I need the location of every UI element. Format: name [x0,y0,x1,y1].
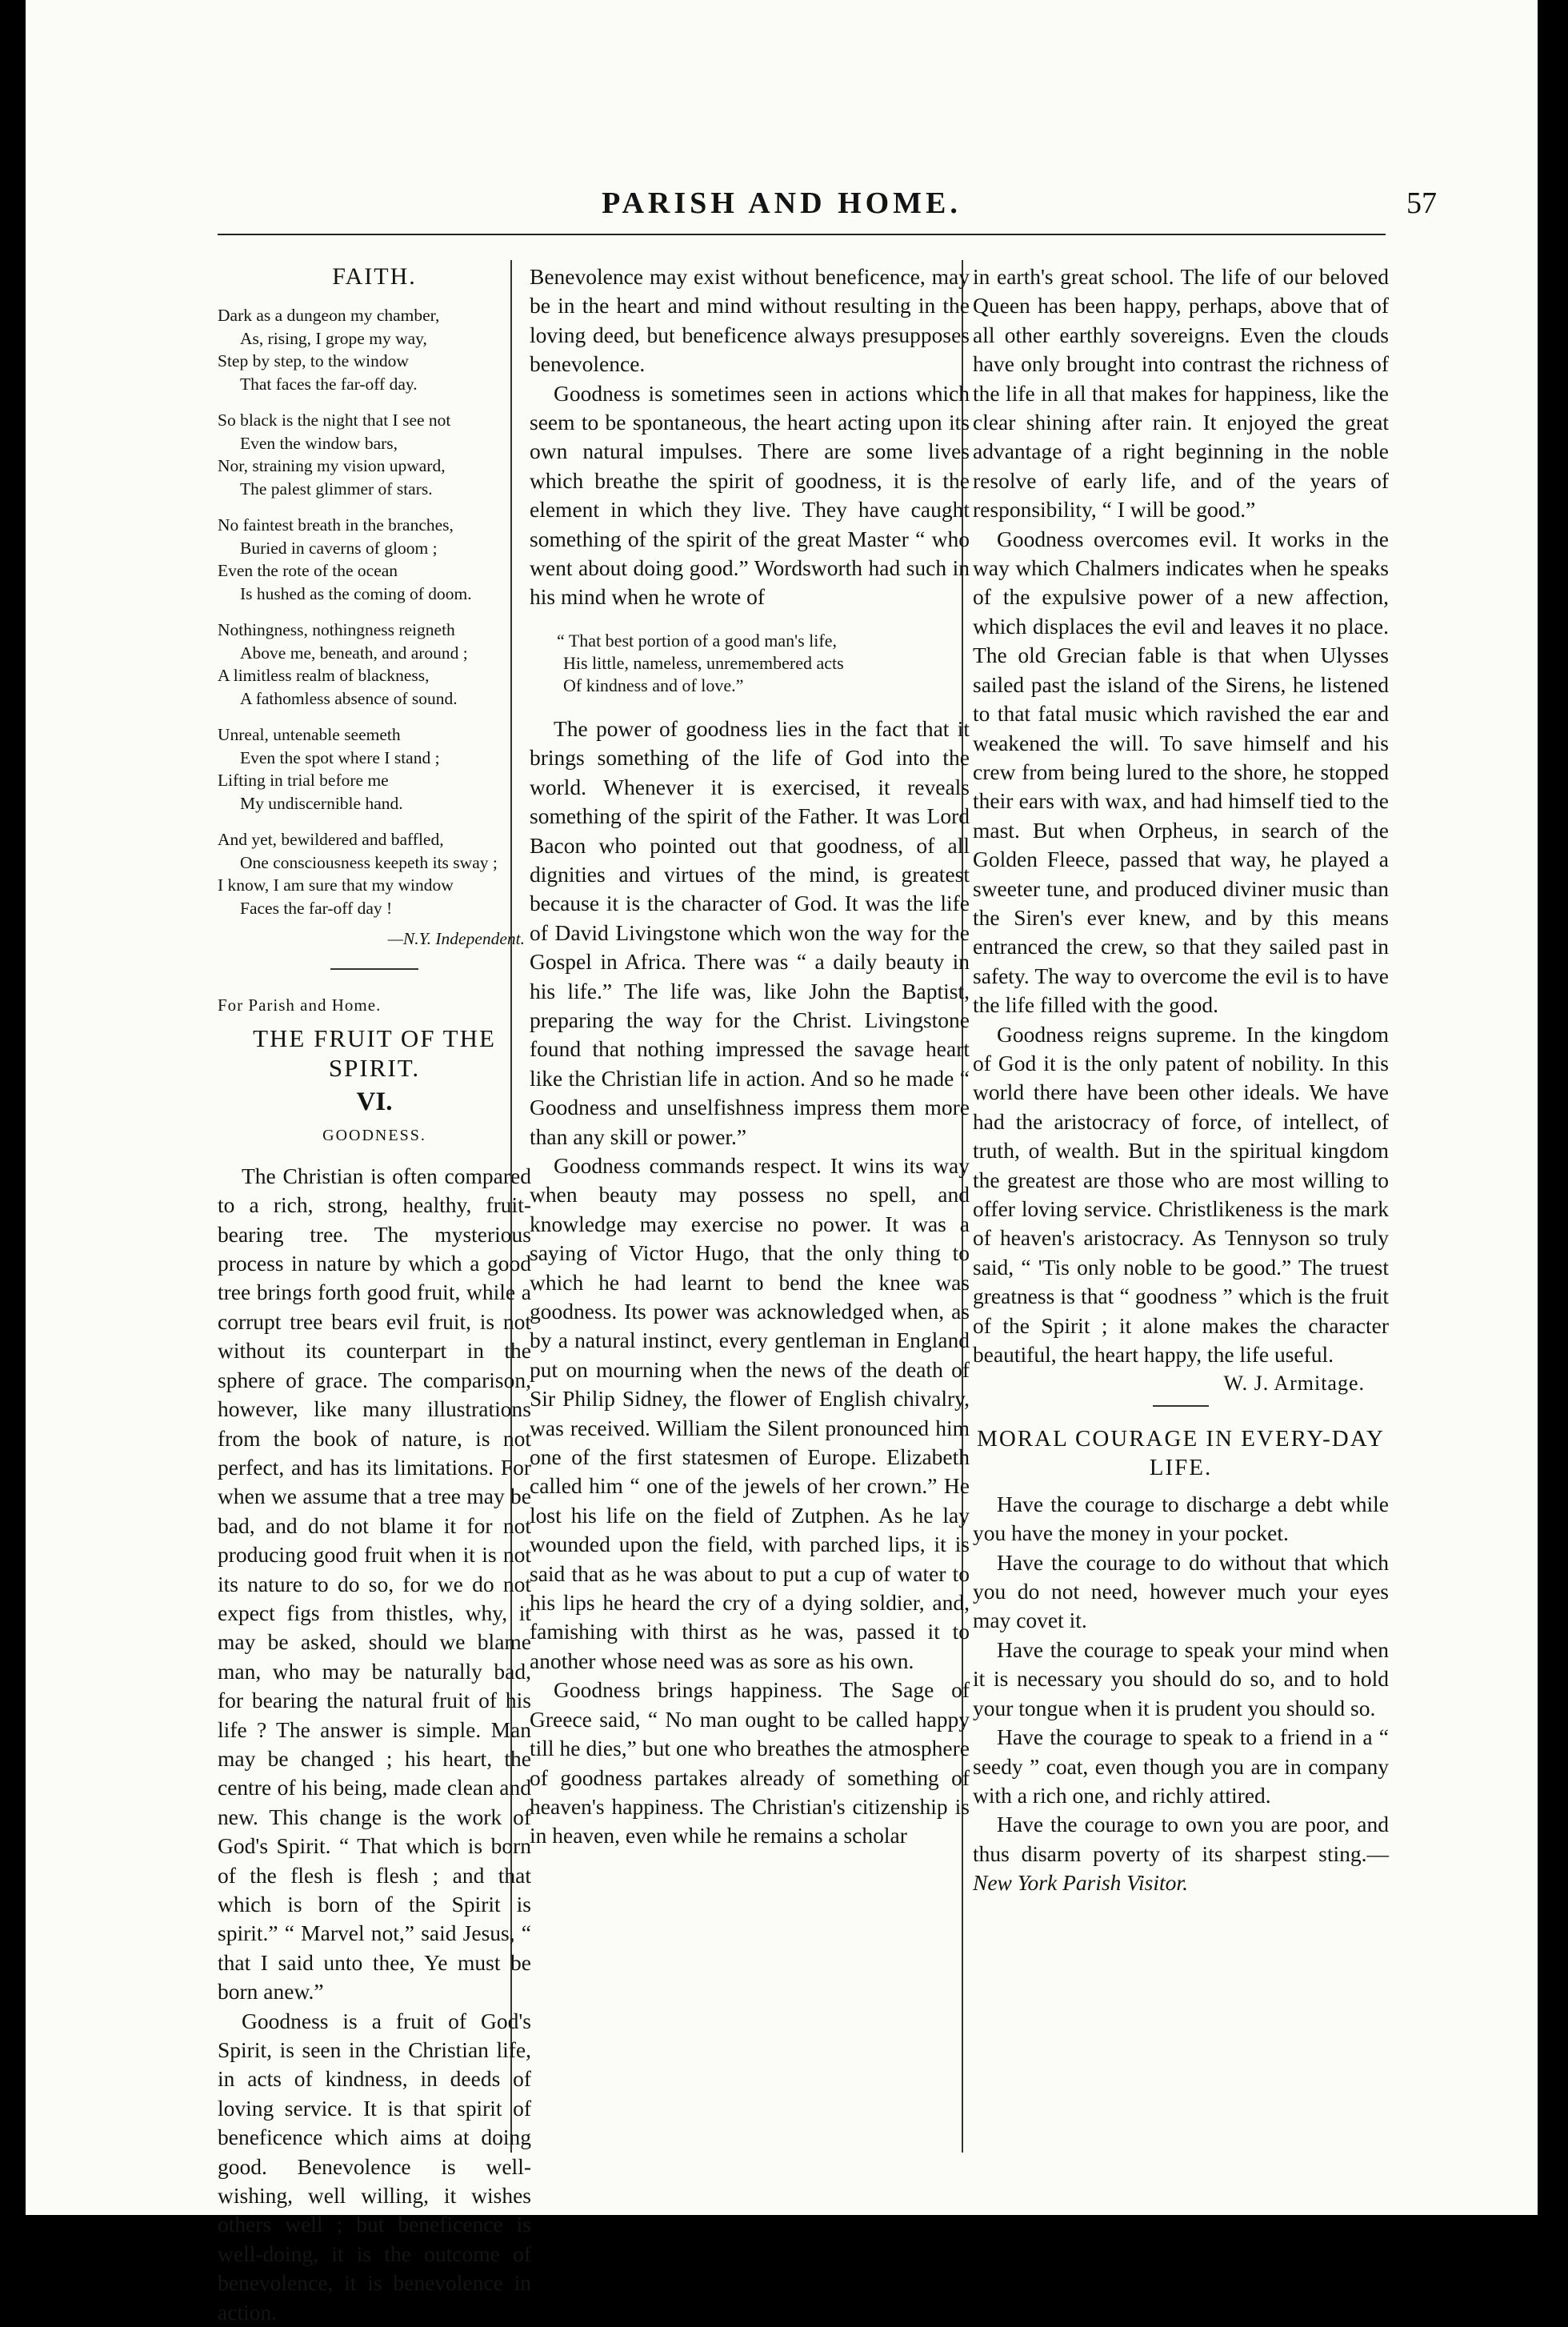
article-paragraph: Benevolence may exist without beneficence, may be in the heart and mind without resulting in the loving deed, but beneficence always presupposes benevolence. [530,264,970,377]
article-paragraph: The power of goodness lies in the fact that it brings something of the life of God into the world. Whenever it is exercised, it reveals something of the spirit of the Father. It was Lord Bacon who pointed out that goodness, of all dignities and virtues of the mind, is greatest because it is the character of God. It was the life of David Livingstone which won the way for the Gospel in Africa. There was “ a daily beauty in his life.” The life was, like John the Baptist, preparing the way for the Christ. Livingstone found that nothing impressed the savage heart like the Christian life in action. And so he made “ Goodness and unselfishness impress them more than any skill or power.” [530,715,970,1149]
poem-line: A fathomless absence of sound. [240,688,458,708]
poem-line: Is hushed as the coming of doom. [240,583,472,603]
column-1 [218,262,531,2325]
poem-line: Nor, straining my vision upward, [218,456,446,476]
poem-line: Even the spot where I stand ; [240,747,440,767]
section-divider [330,968,418,970]
poem-line: Dark as a dungeon my chamber, [218,306,440,326]
article-paragraph: The Christian is often compared to a rich, strong, healthy, fruit-bearing tree. The mysterious process in nature by which a good tree brings forth good fruit, while a corrupt tree bears evil fruit, is not without its counterpart in the sphere of grace. The comparison, however, like many illustrations from the book of nature, is not perfect, and has its limitations. For when we assume that a tree may be bad, and do not blame it for not producing good fruit when it is not its nature to do so, for we do not expect figs from thistles, why, it may be asked, should we blame man, who may be naturally bad, for bearing the natural fruit of his life ? The answer is simple. Man may be changed ; his heart, the centre of his being, made clean and new. This change is the work of God's Spirit. “ That which is born of the flesh is flesh ; and that which is born of the Spirit is spirit.” “ Marvel not,” said Jesus, “ that I said unto thee, Ye must be born anew.” [218,1163,531,2005]
article-paragraph: Goodness overcomes evil. It works in the way which Chalmers indicates when he speaks of the expulsive power of a new affection, which displaces the evil and leaves it no place. The old Grecian fable is that when Ulysses sailed past the island of the Sirens, he listened to that fatal music which ravished the ear and weakened the will. To save himself and his crew from being lured to the shore, he stopped their ears with wax, and had himself tied to the mast. But when Orpheus, in search of the Golden Fleece, passed that way, he played a sweeter tune, and produced diviner music than the Siren's ever knew, and by this means entranced the crew, so that they sailed past in safety. The way to overcome the evil is to have the life filled with the good. [973,526,1389,1018]
poem-title: FAITH. [332,263,417,290]
page-header [26,186,1538,234]
column-3 [973,262,1389,2151]
poem-line: A limitless realm of blackness, [218,666,430,686]
poem-stanza [218,514,531,605]
poem-attribution: —N.Y. Independent. [387,929,525,949]
poem-line: No faintest breath in the branches, [218,515,454,535]
poem-line: Faces the far-off day ! [240,898,393,918]
poem-line: My undiscernible hand. [240,793,403,813]
poem-stanza [218,304,531,395]
poem-line: Even the rote of the ocean [218,561,398,581]
poem-stanza [218,619,531,710]
column-2 [517,262,970,2151]
moral-courage-title: MORAL COURAGE IN EVERY-DAY LIFE. [977,1425,1385,1480]
quote-line: “ That best portion of a good man's life, [557,630,837,651]
article-paragraph: Goodness reigns supreme. In the kingdom of God it is the only patent of nobility. In this world there have been other ideals. We have had the aristocracy of force, of intellect, of truth, of wealth. But in the spiritual kingdom the greatest are those who are most willing to offer loving service. Christlikeness is the mark of heaven's aristocracy. As Tennyson so truly said, “ 'Tis only noble to be good.” The truest greatness is that “ goodness ” which is the fruit of the Spirit ; it alone makes the character beautiful, the heart happy, the life useful. [973,1021,1389,1368]
poem-line: So black is the night that I see not [218,411,451,431]
article-paragraph: in earth's great school. The life of our beloved Queen has been happy, perhaps, above that of all other earthly sovereigns. Even the clouds have only brought into contrast the richness of the life in all that makes for happiness, like the clear shining after rain. It enjoyed the great advantage of a right beginning in the noble resolve of early life, and of the years of responsibility, “ I will be good.” [973,264,1389,523]
header-rule [218,234,1386,235]
poem-line: Lifting in trial before me [218,771,389,791]
poem-line: That faces the far-off day. [240,374,418,394]
author-signature: W. J. Armitage. [1223,1372,1365,1396]
article-number: VI. [356,1087,393,1117]
poem-line: Nothingness, nothingness reigneth [218,620,455,640]
poem-line: And yet, bewildered and baffled, [218,830,444,850]
moral-paragraph: Have the courage to speak to a friend in a “ seedy ” coat, even though you are in company with a rich one, and richly attired. [973,1724,1389,1808]
moral-source: New York Parish Visitor. [973,1870,1188,1896]
for-line: For Parish and Home. [218,995,382,1015]
article-paragraph: Goodness commands respect. It wins its way when beauty may possess no spell, and knowledge may exercise no power. It was a saying of Victor Hugo, that the only thing to which he had learnt to bend the knee was goodness. Its power was acknowledged when, as by a natural instinct, every gentleman in England put on mourning when the news of the death of Sir Philip Sidney, the flower of English chivalry, was received. William the Silent pronounced him one of the first statesmen of Europe. Elizabeth called him “ one of the jewels of her crown.” He lost his life on the field of Zutphen. As he lay wounded upon the field, with parched lips, it is said that as he was about to put a cup of water to his lips he heard the cry of a dying soldier, and, famishing with thirst as he was, passed it to another whose need was as sore as his own. [530,1152,970,1673]
poem-line: I know, I am sure that my window [218,875,454,895]
moral-paragraph-text: Have the courage to own you are poor, and thus disarm poverty of its sharpest sting.— [973,1812,1389,1866]
moral-paragraph: Have the courage to discharge a debt while you have the money in your pocket. [973,1491,1389,1546]
moral-paragraph: Have the courage to do without that which you do not need, however much your eyes may covet it. [973,1549,1389,1633]
poem-line: Above me, beneath, and around ; [240,643,468,663]
wordsworth-quote [530,630,970,697]
article-paragraph: Goodness is sometimes seen in actions which seem to be spontaneous, the heart acting upon its own natural impulses. There are some lives which breathe the spirit of goodness, it is the element in which they live. They have caught something of the spirit of the great Master “ who went about doing good.” Wordsworth had such in his mind when he wrote of [530,380,970,610]
article-paragraph: Goodness brings happiness. The Sage of Greece said, “ No man ought to be called happy till he dies,” but one who breathes the atmosphere of goodness partakes already of something of heaven's happiness. The Christian's citizenship is in heaven, even while he remains a scholar [530,1677,970,1848]
quote-line: Of kindness and of love.” [563,675,744,695]
quote-line: His little, nameless, unremembered acts [563,652,844,673]
poem-line: As, rising, I grope my way, [240,328,427,348]
poem-line: Unreal, untenable seemeth [218,725,401,745]
article-subtitle: GOODNESS. [322,1127,426,1145]
poem-line: Even the window bars, [240,433,398,453]
poem [218,304,531,953]
poem-line: Buried in caverns of gloom ; [240,538,438,558]
article-paragraph: Goodness is a fruit of God's Spirit, is seen in the Christian life, in acts of kindness, in deeds of loving service. It is that spirit of beneficence which aims at doing good. Benevolence is well-wishing, well willing, it wishes others well ; but beneficence is well-doing, it is the outcome of benevolence, it is benevolence in action. [218,2008,531,2325]
moral-paragraph: Have the courage to speak your mind when it is necessary you should do so, and to hold your tongue when it is prudent you should so. [973,1636,1389,1720]
poem-line: The palest glimmer of stars. [240,479,433,499]
poem-stanza [218,409,531,500]
newspaper-page [26,0,1538,2325]
poem-line: Step by step, to the window [218,351,409,371]
poem-stanza [218,723,531,815]
page-number: 57 [1406,186,1437,220]
running-title: PARISH AND HOME. [602,186,962,220]
poem-stanza [218,828,531,919]
section-divider [1153,1405,1209,1407]
moral-paragraph [973,1810,1389,1897]
article-title: THE FRUIT OF THE SPIRIT. [253,1024,496,1082]
poem-line: One consciousness keepeth its sway ; [240,852,498,872]
